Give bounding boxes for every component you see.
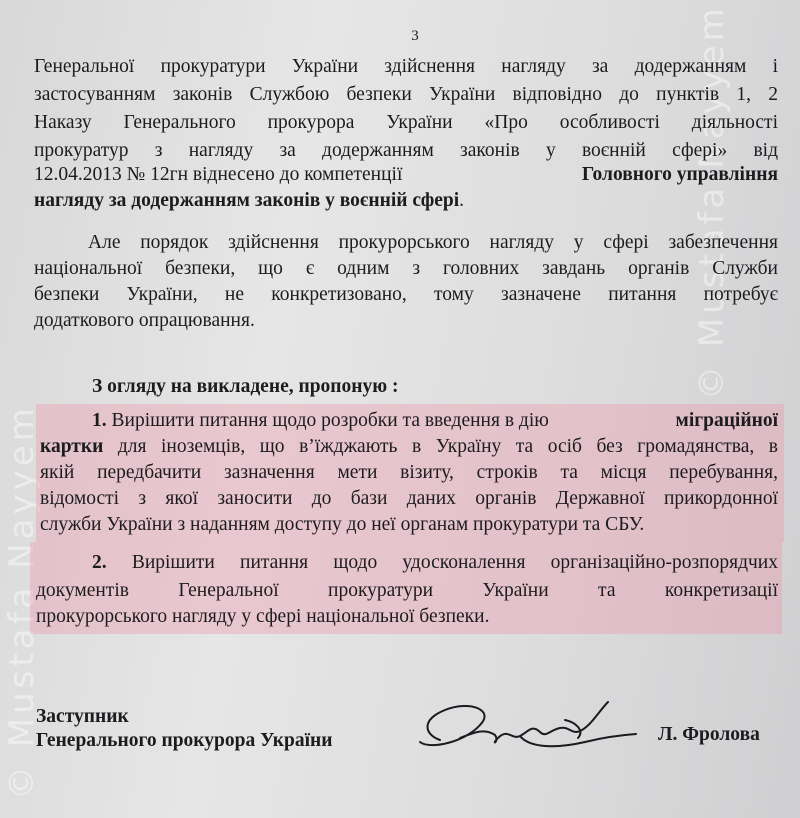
signature-title-line2: Генерального прокурора України <box>36 730 333 751</box>
para2-line3: безпеки України, не конкретизовано, тому зазначене питання потребує <box>34 284 778 305</box>
para1-line6-bold: нагляду за додержанням законів у воєнній сфері <box>34 190 460 211</box>
item1-line4: відомості з якої заносити до бази даних органів Державної прикордонної <box>40 488 778 509</box>
para1-line6 <box>34 190 464 212</box>
item1-line1-bold: міграційної <box>675 410 778 431</box>
signatory-name: Л. Фролова <box>658 724 760 745</box>
item1-line2-text: для іноземців, що в’їжджають в Україну та осіб без громадянства, в <box>103 436 778 457</box>
watermark-left: © Mustafa Nayyem <box>2 404 42 800</box>
signature-title-line1: Заступник <box>36 706 129 727</box>
para1-line5-text: 12.04.2013 № 12гн віднесено до компетенції <box>34 164 403 185</box>
item1-line1 <box>92 410 778 432</box>
item1-number: 1. <box>92 410 107 431</box>
item2-number: 2. <box>92 552 107 573</box>
proposal-heading: З огляду на викладене, пропоную : <box>92 376 399 397</box>
item1-line2 <box>40 436 778 458</box>
item2-line2: документів Генеральної прокуратури України та конкретизації <box>36 580 778 601</box>
para1-line4: прокуратур з нагляду за додержанням законів у воєнній сфері» від <box>34 140 778 161</box>
item1-line1-text: Вирішити питання щодо розробки та введення в дію <box>106 410 549 431</box>
item2-line1-text: Вирішити питання щодо удосконалення організаційно-розпорядчих <box>106 552 778 573</box>
item1-line3: якій передбачити зазначення мети візиту, строків та місця перебування, <box>40 462 778 483</box>
para1-line3: Наказу Генерального прокурора України «Про особливості діяльності <box>34 112 778 133</box>
watermark-right: © Mustafa Nayyem <box>692 4 732 400</box>
para2-line2: національної безпеки, що є одним з головних завдань органів Служби <box>34 258 778 279</box>
item2-line1 <box>92 552 778 574</box>
para1-line1: Генеральної прокуратури України здійснення нагляду за додержанням і <box>34 56 778 77</box>
item2-line3: прокурорського нагляду у сфері національної безпеки. <box>36 606 490 627</box>
handwritten-signature <box>400 680 640 780</box>
page-number: 3 <box>411 28 419 44</box>
item1-line5: служби України з наданням доступу до неї органам прокуратури та СБУ. <box>40 514 645 535</box>
para1-line6-period: . <box>459 190 465 211</box>
para1-line5-bold: Головного управління <box>581 164 778 185</box>
para2-line1: Але порядок здійснення прокурорського нагляду у сфері забезпечення <box>88 232 778 253</box>
para1-line5 <box>34 164 778 186</box>
para2-line4: додаткового опрацювання. <box>34 310 255 331</box>
para1-line2: застосуванням законів Службою безпеки України відповідно до пунктів 1, 2 <box>34 84 778 105</box>
item1-line2-bold: картки <box>40 436 104 457</box>
